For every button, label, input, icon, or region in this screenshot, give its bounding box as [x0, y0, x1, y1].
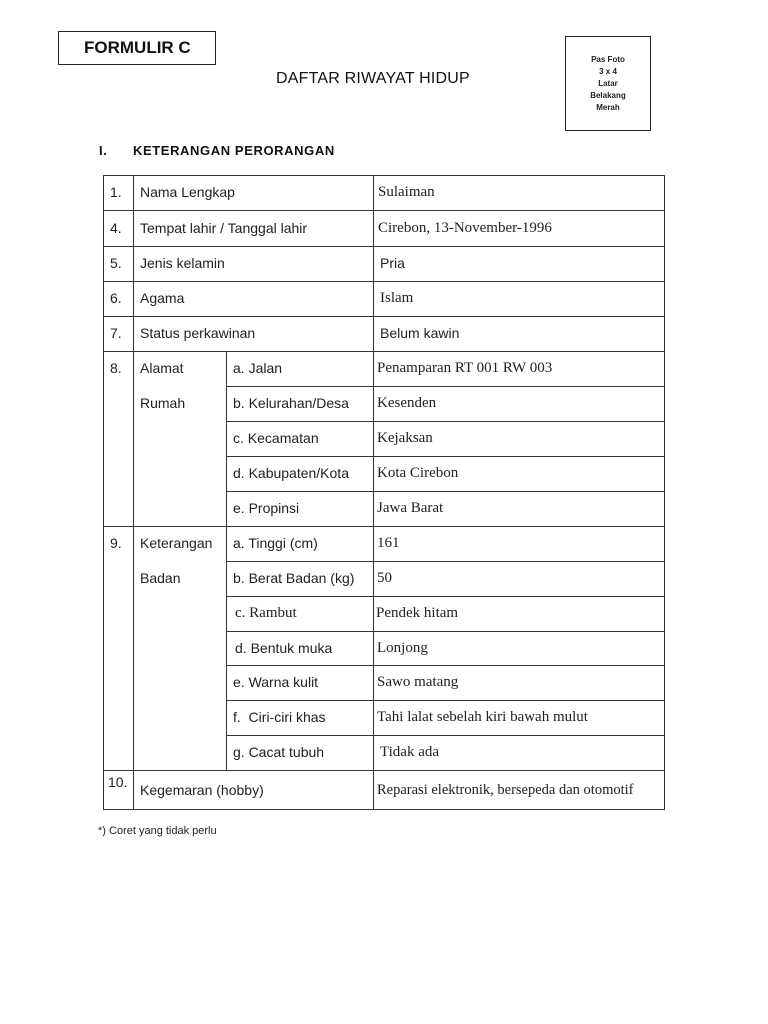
row-label: Kegemaran (hobby): [140, 782, 264, 798]
row-label: Nama Lengkap: [140, 184, 235, 200]
sub-value: Sawo matang: [377, 674, 459, 690]
footnote: *) Coret yang tidak perlu: [98, 825, 217, 837]
group-label: Badan: [140, 570, 181, 586]
section-heading: [99, 143, 335, 158]
sub-value: 50: [377, 570, 392, 586]
photo-text-line: Pas Foto: [591, 54, 625, 64]
group-label: Keterangan: [140, 535, 213, 551]
photo-text-line: Merah: [596, 102, 620, 112]
photo-text-line: 3 x 4: [599, 66, 617, 76]
section-title: KETERANGAN PERORANGAN: [133, 143, 335, 158]
sub-value: Kesenden: [377, 395, 437, 411]
sub-value: Pendek hitam: [376, 605, 459, 621]
row-value: Islam: [380, 290, 414, 306]
row-number: 6.: [110, 290, 122, 306]
sub-value: Kejaksan: [377, 430, 433, 446]
sub-label: f. Ciri-ciri khas: [233, 709, 326, 725]
sub-value: Penamparan RT 001 RW 003: [377, 360, 553, 376]
row-number: 7.: [110, 325, 122, 341]
sub-label: e. Warna kulit: [233, 674, 319, 690]
photo-placeholder: [565, 36, 651, 131]
sub-label: c. Kecamatan: [233, 430, 319, 446]
row-value: Reparasi elektronik, bersepeda dan otomotif: [377, 782, 634, 798]
group-label: Alamat: [140, 360, 184, 376]
form-label: FORMULIR C: [58, 31, 216, 65]
photo-text-line: Belakang: [590, 90, 626, 100]
sub-label: e. Propinsi: [233, 500, 300, 516]
row-number: 8.: [110, 360, 122, 376]
sub-value: Kota Cirebon: [377, 465, 459, 481]
row-number: 4.: [110, 220, 122, 236]
row-value: Pria: [380, 255, 405, 271]
sub-label: d. Kabupaten/Kota: [233, 465, 349, 481]
page-title: DAFTAR RIWAYAT HIDUP: [276, 70, 470, 87]
sub-label: b. Kelurahan/Desa: [233, 395, 349, 411]
sub-value: Tidak ada: [380, 744, 440, 760]
group-label: Rumah: [140, 395, 186, 411]
sub-value: Jawa Barat: [377, 500, 444, 516]
sub-label: b. Berat Badan (kg): [233, 570, 355, 586]
row-label: Agama: [140, 290, 185, 306]
row-number: 9.: [110, 535, 122, 551]
sub-label: a. Tinggi (cm): [233, 535, 318, 551]
row-label: Tempat lahir / Tanggal lahir: [140, 220, 308, 236]
row-label: Status perkawinan: [140, 325, 256, 341]
sub-value: Tahi lalat sebelah kiri bawah mulut: [377, 709, 588, 725]
row-value: Cirebon, 13-November-1996: [378, 220, 552, 236]
sub-value: Lonjong: [377, 640, 428, 656]
row-number: 10.: [108, 774, 128, 790]
sub-label: g. Cacat tubuh: [233, 744, 325, 760]
sub-value: 161: [377, 535, 400, 551]
photo-text-line: Latar: [598, 78, 618, 88]
row-number: 1.: [110, 184, 122, 200]
sub-label: a. Jalan: [233, 360, 283, 376]
row-value: Belum kawin: [380, 325, 460, 341]
sub-label: c. Rambut: [235, 605, 297, 621]
sub-label: d. Bentuk muka: [235, 640, 333, 656]
row-label: Jenis kelamin: [140, 255, 225, 271]
row-value: Sulaiman: [378, 184, 435, 200]
row-number: 5.: [110, 255, 122, 271]
section-number: I.: [99, 143, 108, 158]
